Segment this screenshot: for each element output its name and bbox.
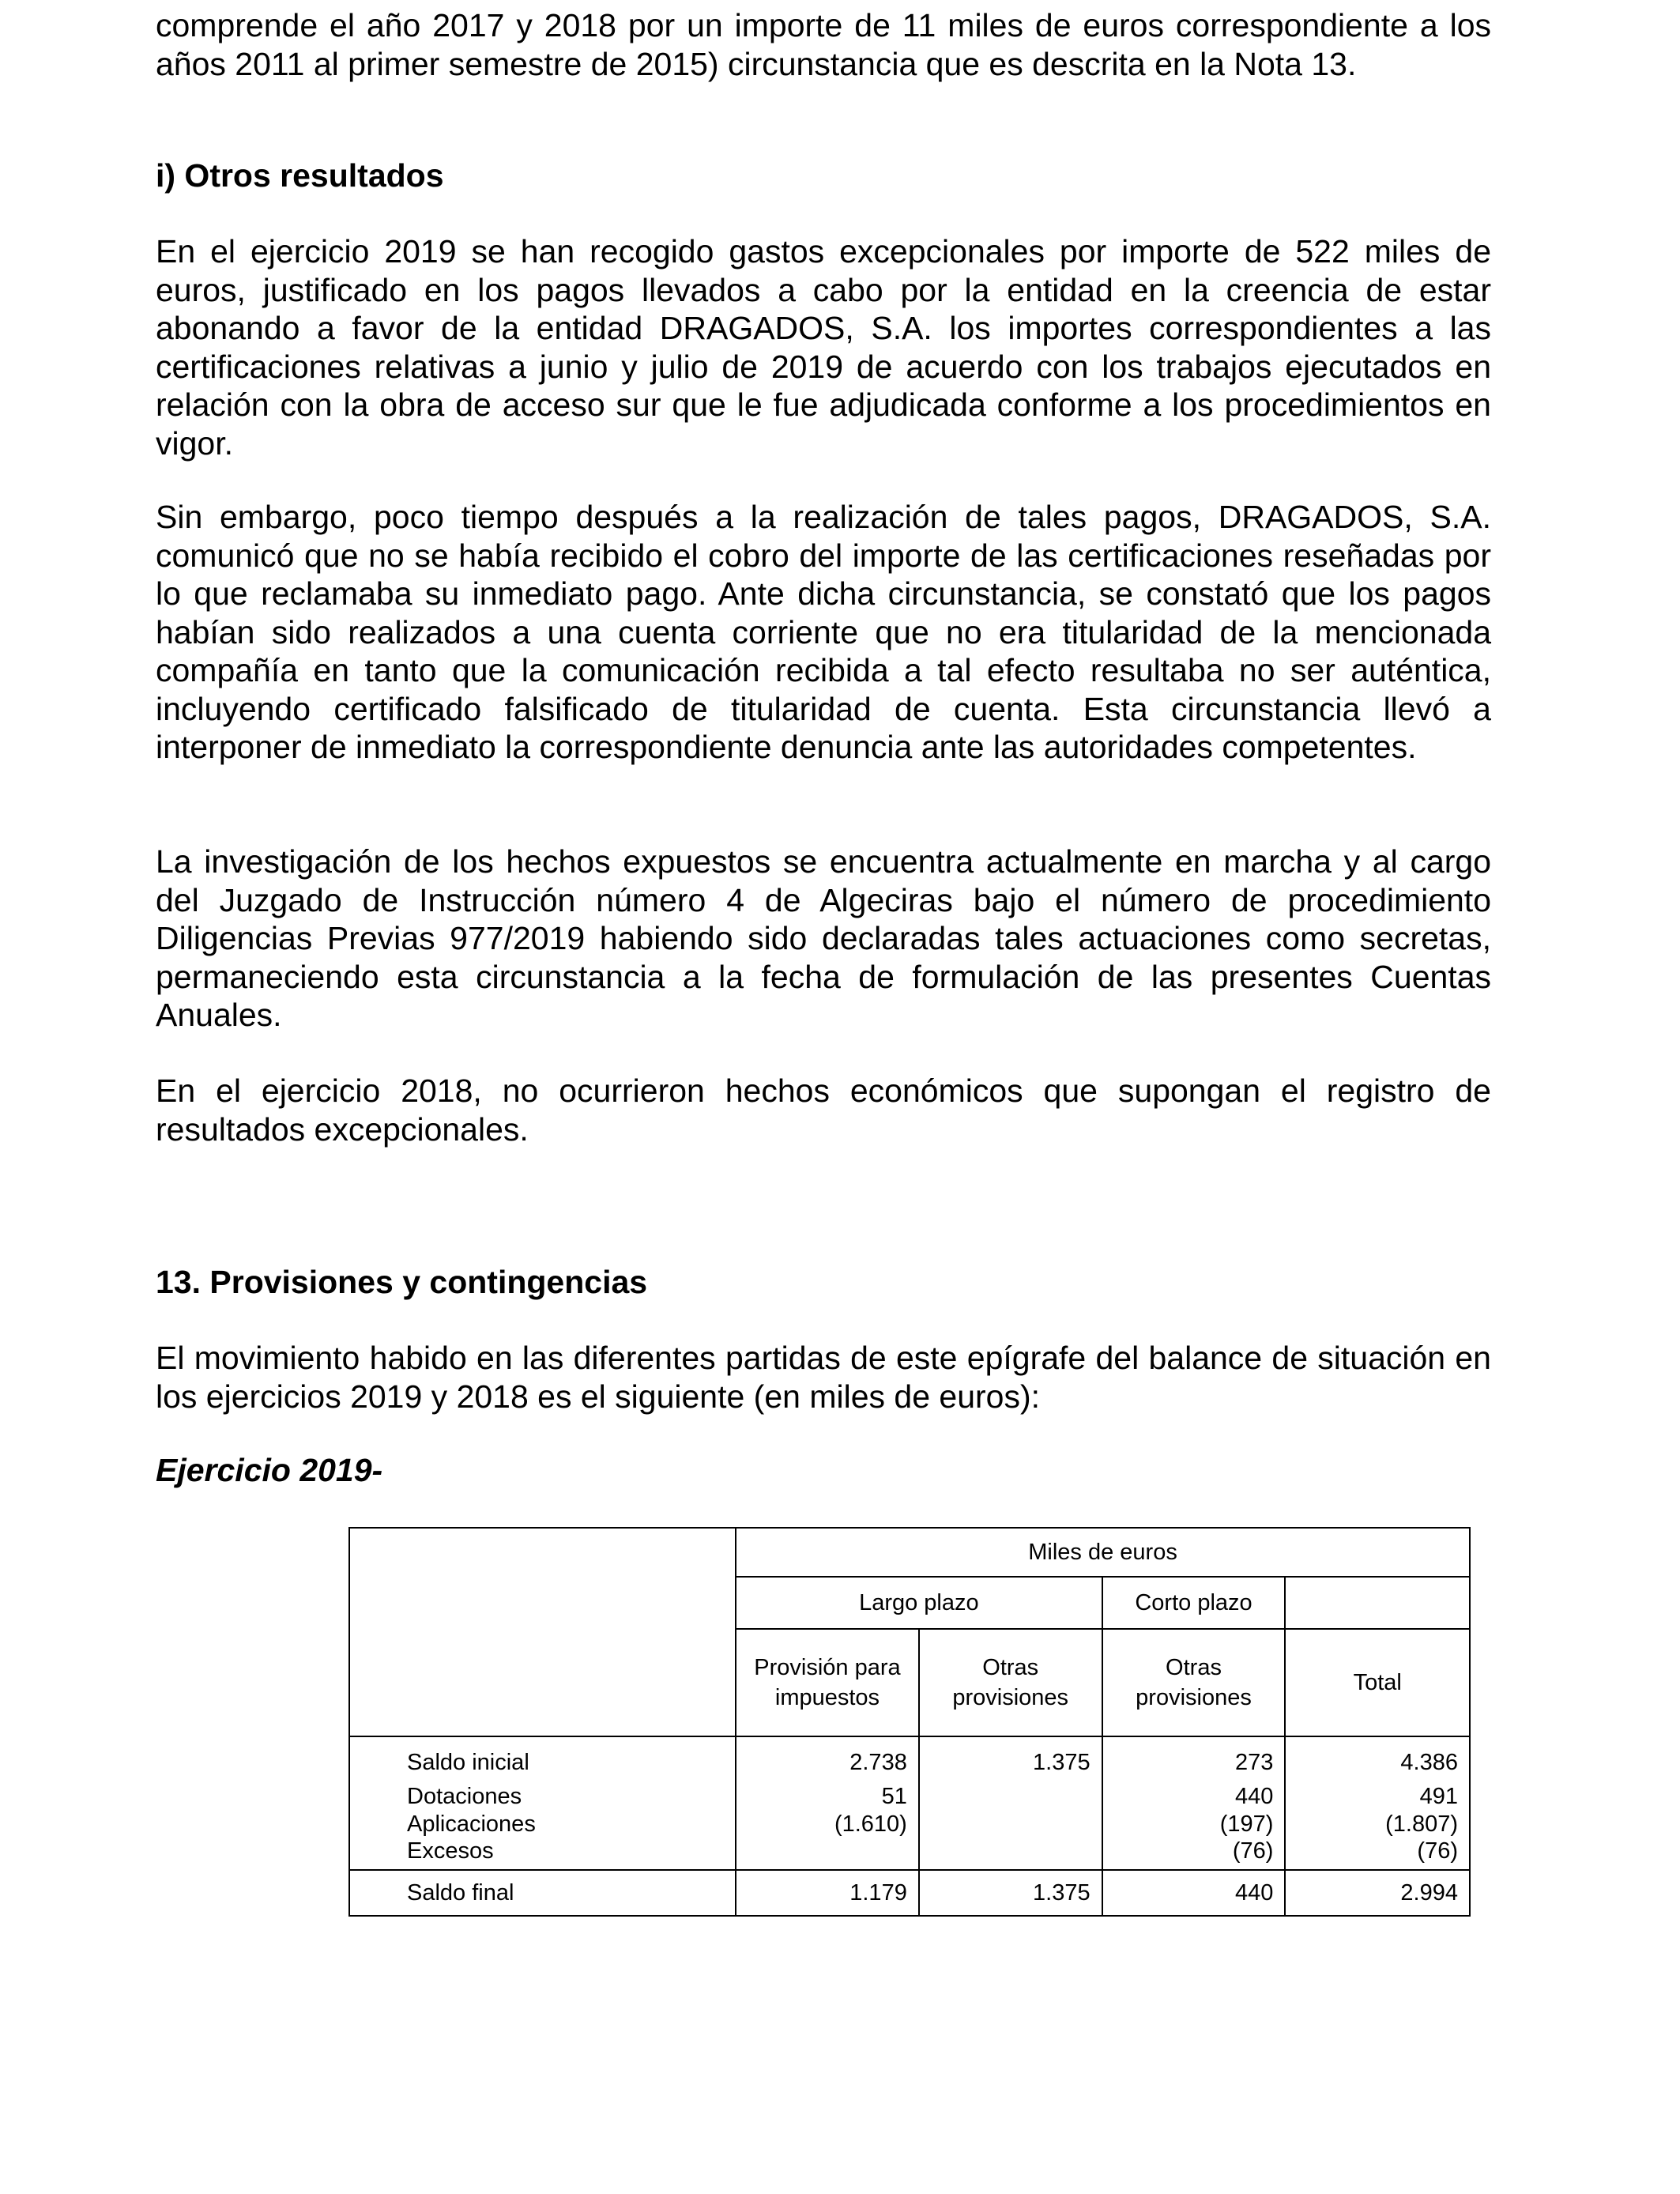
table-row: Dotaciones 51 440 491 [349, 1779, 1470, 1810]
table-row-final: Saldo final 1.179 1.375 440 2.994 [349, 1870, 1470, 1916]
table-col-total: Total [1285, 1629, 1470, 1736]
paragraph-investigacion: La investigación de los hechos expuestos se encuentra actualmente en marcha y al cargo del Juzgado de Instrucción número 4 de Algeciras bajo el número de procedimiento Diligencias Previas 977/2019 habiendo sido declaradas tales actuaciones como secretas, permaneciendo esta circunstancia a la fecha de formulación de las presentes Cuentas Anuales. [156, 843, 1491, 1033]
table-corner-cell [349, 1528, 736, 1736]
table-group-long: Largo plazo [736, 1577, 1102, 1629]
heading-ejercicio-2019: Ejercicio 2019- [156, 1452, 383, 1488]
table-super-header: Miles de euros [736, 1528, 1470, 1577]
table-row: Aplicaciones (1.610) (197) (1.807) [349, 1810, 1470, 1838]
paragraph-sin-embargo: Sin embargo, poco tiempo después a la realización de tales pagos, DRAGADOS, S.A. comunicó que no se había recibido el cobro del importe de las certificaciones reseñadas por lo que reclamaba su inmediato pago. Ante dicha circunstancia, se constató que los pagos habían sido realizados a una cuenta corriente que no era titularidad de la mencionada compañía en tanto que la comunicación recibida a tal efecto resultaba no ser auténtica, incluyendo certificado falsificado de titularidad de cuenta. Esta circunstancia llevó a interponer de inmediato la correspondiente denuncia ante las autoridades competentes. [156, 499, 1491, 765]
heading-otros-resultados: i) Otros resultados [156, 157, 444, 194]
paragraph-continuation: comprende el año 2017 y 2018 por un importe de 11 miles de euros correspondiente a los años 2011 al primer semestre de 2015) circunstancia que es descrita en la Nota 13. [156, 7, 1491, 82]
heading-provisiones: 13. Provisiones y contingencias [156, 1264, 648, 1300]
table-row: Saldo inicial 2.738 1.375 273 4.386 [349, 1736, 1470, 1779]
paragraph-gastos-excepcionales: En el ejercicio 2019 se han recogido gastos excepcionales por importe de 522 miles de euros, justificado en los pagos llevados a cabo por la entidad en la creencia de estar abonando a favor de la entidad DRAGADOS, S.A. los importes correspondientes a las certificaciones relativas a junio y julio de 2019 de acuerdo con los trabajos ejecutados en relación con la obra de acceso sur que le fue adjudicada conforme a los procedimientos en vigor. [156, 233, 1491, 462]
table-group-short: Corto plazo [1102, 1577, 1286, 1629]
paragraph-ejercicio-2018: En el ejercicio 2018, no ocurrieron hechos económicos que supongan el registro de resultados excepcionales. [156, 1072, 1491, 1148]
table-col-provision-impuestos: Provisión para impuestos [736, 1629, 919, 1736]
table-group-empty [1285, 1577, 1470, 1629]
provisions-table [348, 1527, 1471, 1917]
paragraph-movimiento: El movimiento habido en las diferentes partidas de este epígrafe del balance de situación en los ejercicios 2019 y 2018 es el siguiente (en miles de euros): [156, 1340, 1491, 1415]
table-row: Excesos (76) (76) [349, 1838, 1470, 1870]
table-col-otras-provisiones-cp: Otras provisiones [1102, 1629, 1286, 1736]
table-col-otras-provisiones-lp: Otras provisiones [919, 1629, 1102, 1736]
